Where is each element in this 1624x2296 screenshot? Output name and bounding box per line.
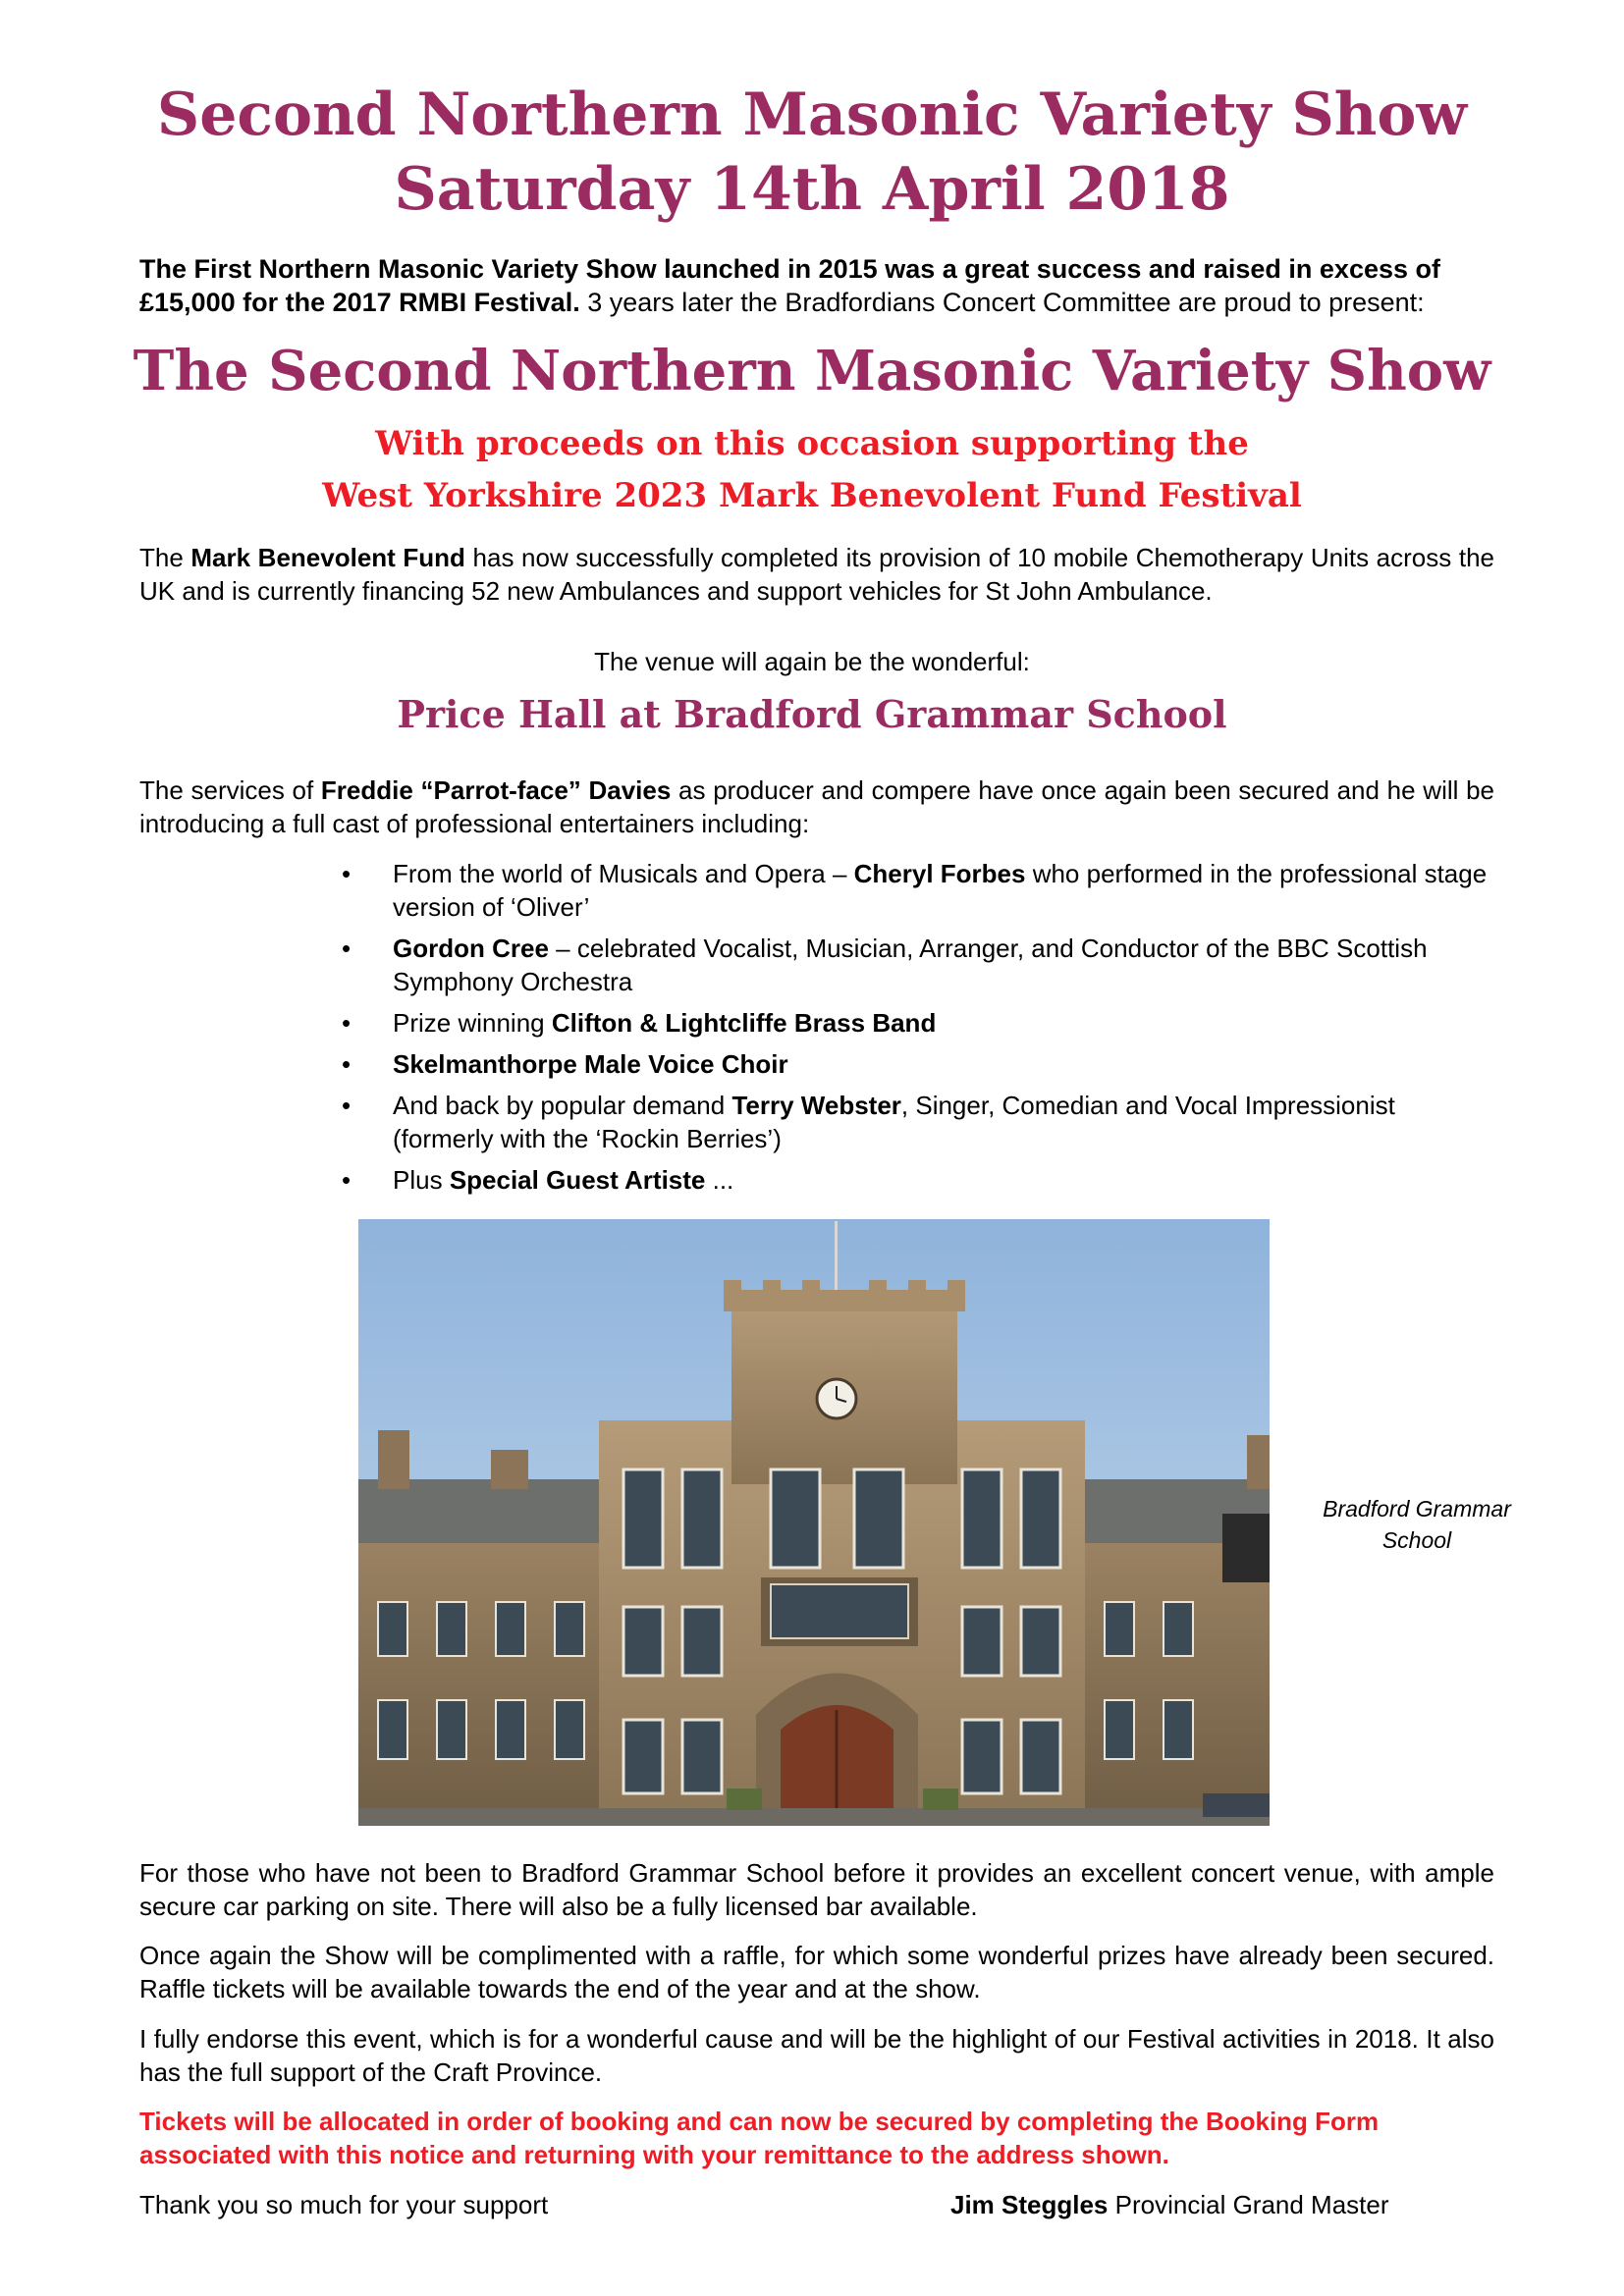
- show-subtitle: The Second Northern Masonic Variety Show: [133, 339, 1491, 403]
- performer-pre: Plus: [393, 1165, 450, 1195]
- performer-pre: From the world of Musicals and Opera –: [393, 859, 854, 888]
- page-title: Second Northern Masonic Variety Show: [156, 80, 1468, 149]
- list-item: [340, 1163, 1498, 1197]
- bullet-icon: •: [342, 1049, 352, 1079]
- tickets-notice: Tickets will be allocated in order of booking and can now be secured by completing the Booking Form associated with this notice and returning with your remittance to the address shown.: [139, 2107, 1380, 2169]
- performer-post: – celebrated Vocalist, Musician, Arranger, and Conductor of the BBC Scottish Symphony Orchestra: [393, 934, 1428, 996]
- signature-line: [950, 2188, 1389, 2221]
- signatory-title: Provincial Grand Master: [1108, 2190, 1389, 2219]
- raffle-paragraph: Once again the Show will be complimented with a raffle, for which some wonderful prizes have already been secured. Raffle tickets will be available towards the end of the year and at the show.: [139, 1941, 1494, 2003]
- freddie-pre: The services of: [139, 775, 321, 805]
- bullet-icon: •: [342, 1008, 352, 1038]
- bullet-icon: •: [342, 1165, 352, 1195]
- mbf-bold: Mark Benevolent Fund: [190, 543, 465, 572]
- performer-post: , Singer, Comedian and Vocal Impressionist (formerly with the ‘Rockin Berries’): [393, 1091, 1395, 1153]
- performer-name: Gordon Cree: [393, 934, 549, 963]
- thanks-line: Thank you so much for your support: [139, 2190, 549, 2219]
- proceeds-line-1: With proceeds on this occasion supporting the: [375, 424, 1249, 463]
- event-date: Saturday 14th April 2018: [394, 155, 1230, 224]
- performer-post: ...: [705, 1165, 734, 1195]
- freddie-post: as producer and compere have once again been secured and he will be introducing a full cast of professional entertainers including:: [139, 775, 1495, 838]
- mbf-post: has now successfully completed its provision of 10 mobile Chemotherapy Units across the UK and is currently financing 52 new Ambulances and support vehicles for St John Ambulance.: [139, 543, 1494, 606]
- performer-name: Clifton & Lightcliffe Brass Band: [551, 1008, 937, 1038]
- venue-name: Price Hall at Bradford Grammar School: [397, 692, 1227, 736]
- list-item: [340, 1089, 1498, 1155]
- bullet-icon: •: [342, 859, 352, 888]
- list-item: [340, 857, 1498, 924]
- performer-name: Special Guest Artiste: [449, 1165, 706, 1195]
- performer-post: who performed in the professional stage version of ‘Oliver’: [393, 859, 1488, 922]
- intro-plain-text: 3 years later the Bradfordians Concert Committee are proud to present:: [579, 288, 1425, 317]
- intro-bold-text: The First Northern Masonic Variety Show launched in 2015 was a great success and raised in excess of £15,000 for the 2017 RMBI Festival.: [139, 254, 1440, 317]
- intro-paragraph: [139, 252, 1494, 319]
- freddie-bold: Freddie “Parrot-face” Davies: [320, 775, 672, 805]
- venue-paragraph: For those who have not been to Bradford Grammar School before it provides an excellent concert venue, with ample secure car parking on site. There will also be a fully licensed bar available.: [139, 1858, 1494, 1921]
- performer-pre: And back by popular demand: [393, 1091, 732, 1120]
- performer-name: Cheryl Forbes: [853, 859, 1026, 888]
- list-item: [340, 1006, 1498, 1040]
- proceeds-line-2: West Yorkshire 2023 Mark Benevolent Fund Festival: [322, 476, 1302, 515]
- freddie-paragraph: [139, 774, 1494, 840]
- mbf-paragraph: [139, 541, 1494, 608]
- performer-name: Skelmanthorpe Male Voice Choir: [393, 1049, 788, 1079]
- list-item: [340, 932, 1498, 998]
- bullet-icon: •: [342, 1091, 352, 1120]
- list-item: [340, 1047, 1498, 1081]
- performer-name: Terry Webster: [731, 1091, 901, 1120]
- performer-pre: Prize winning: [393, 1008, 552, 1038]
- performer-list: [340, 857, 1498, 1204]
- venue-intro: The venue will again be the wonderful:: [594, 647, 1030, 676]
- signatory-name: Jim Steggles: [950, 2190, 1109, 2219]
- bullet-icon: •: [342, 934, 352, 963]
- endorse-paragraph: I fully endorse this event, which is for a wonderful cause and will be the highlight of our Festival activities in 2018. It also has the full support of the Craft Province.: [139, 2024, 1494, 2087]
- mbf-pre: The: [139, 543, 191, 572]
- school-photo: [358, 1219, 1270, 1826]
- photo-caption: Bradford Grammar School: [1323, 1496, 1511, 1553]
